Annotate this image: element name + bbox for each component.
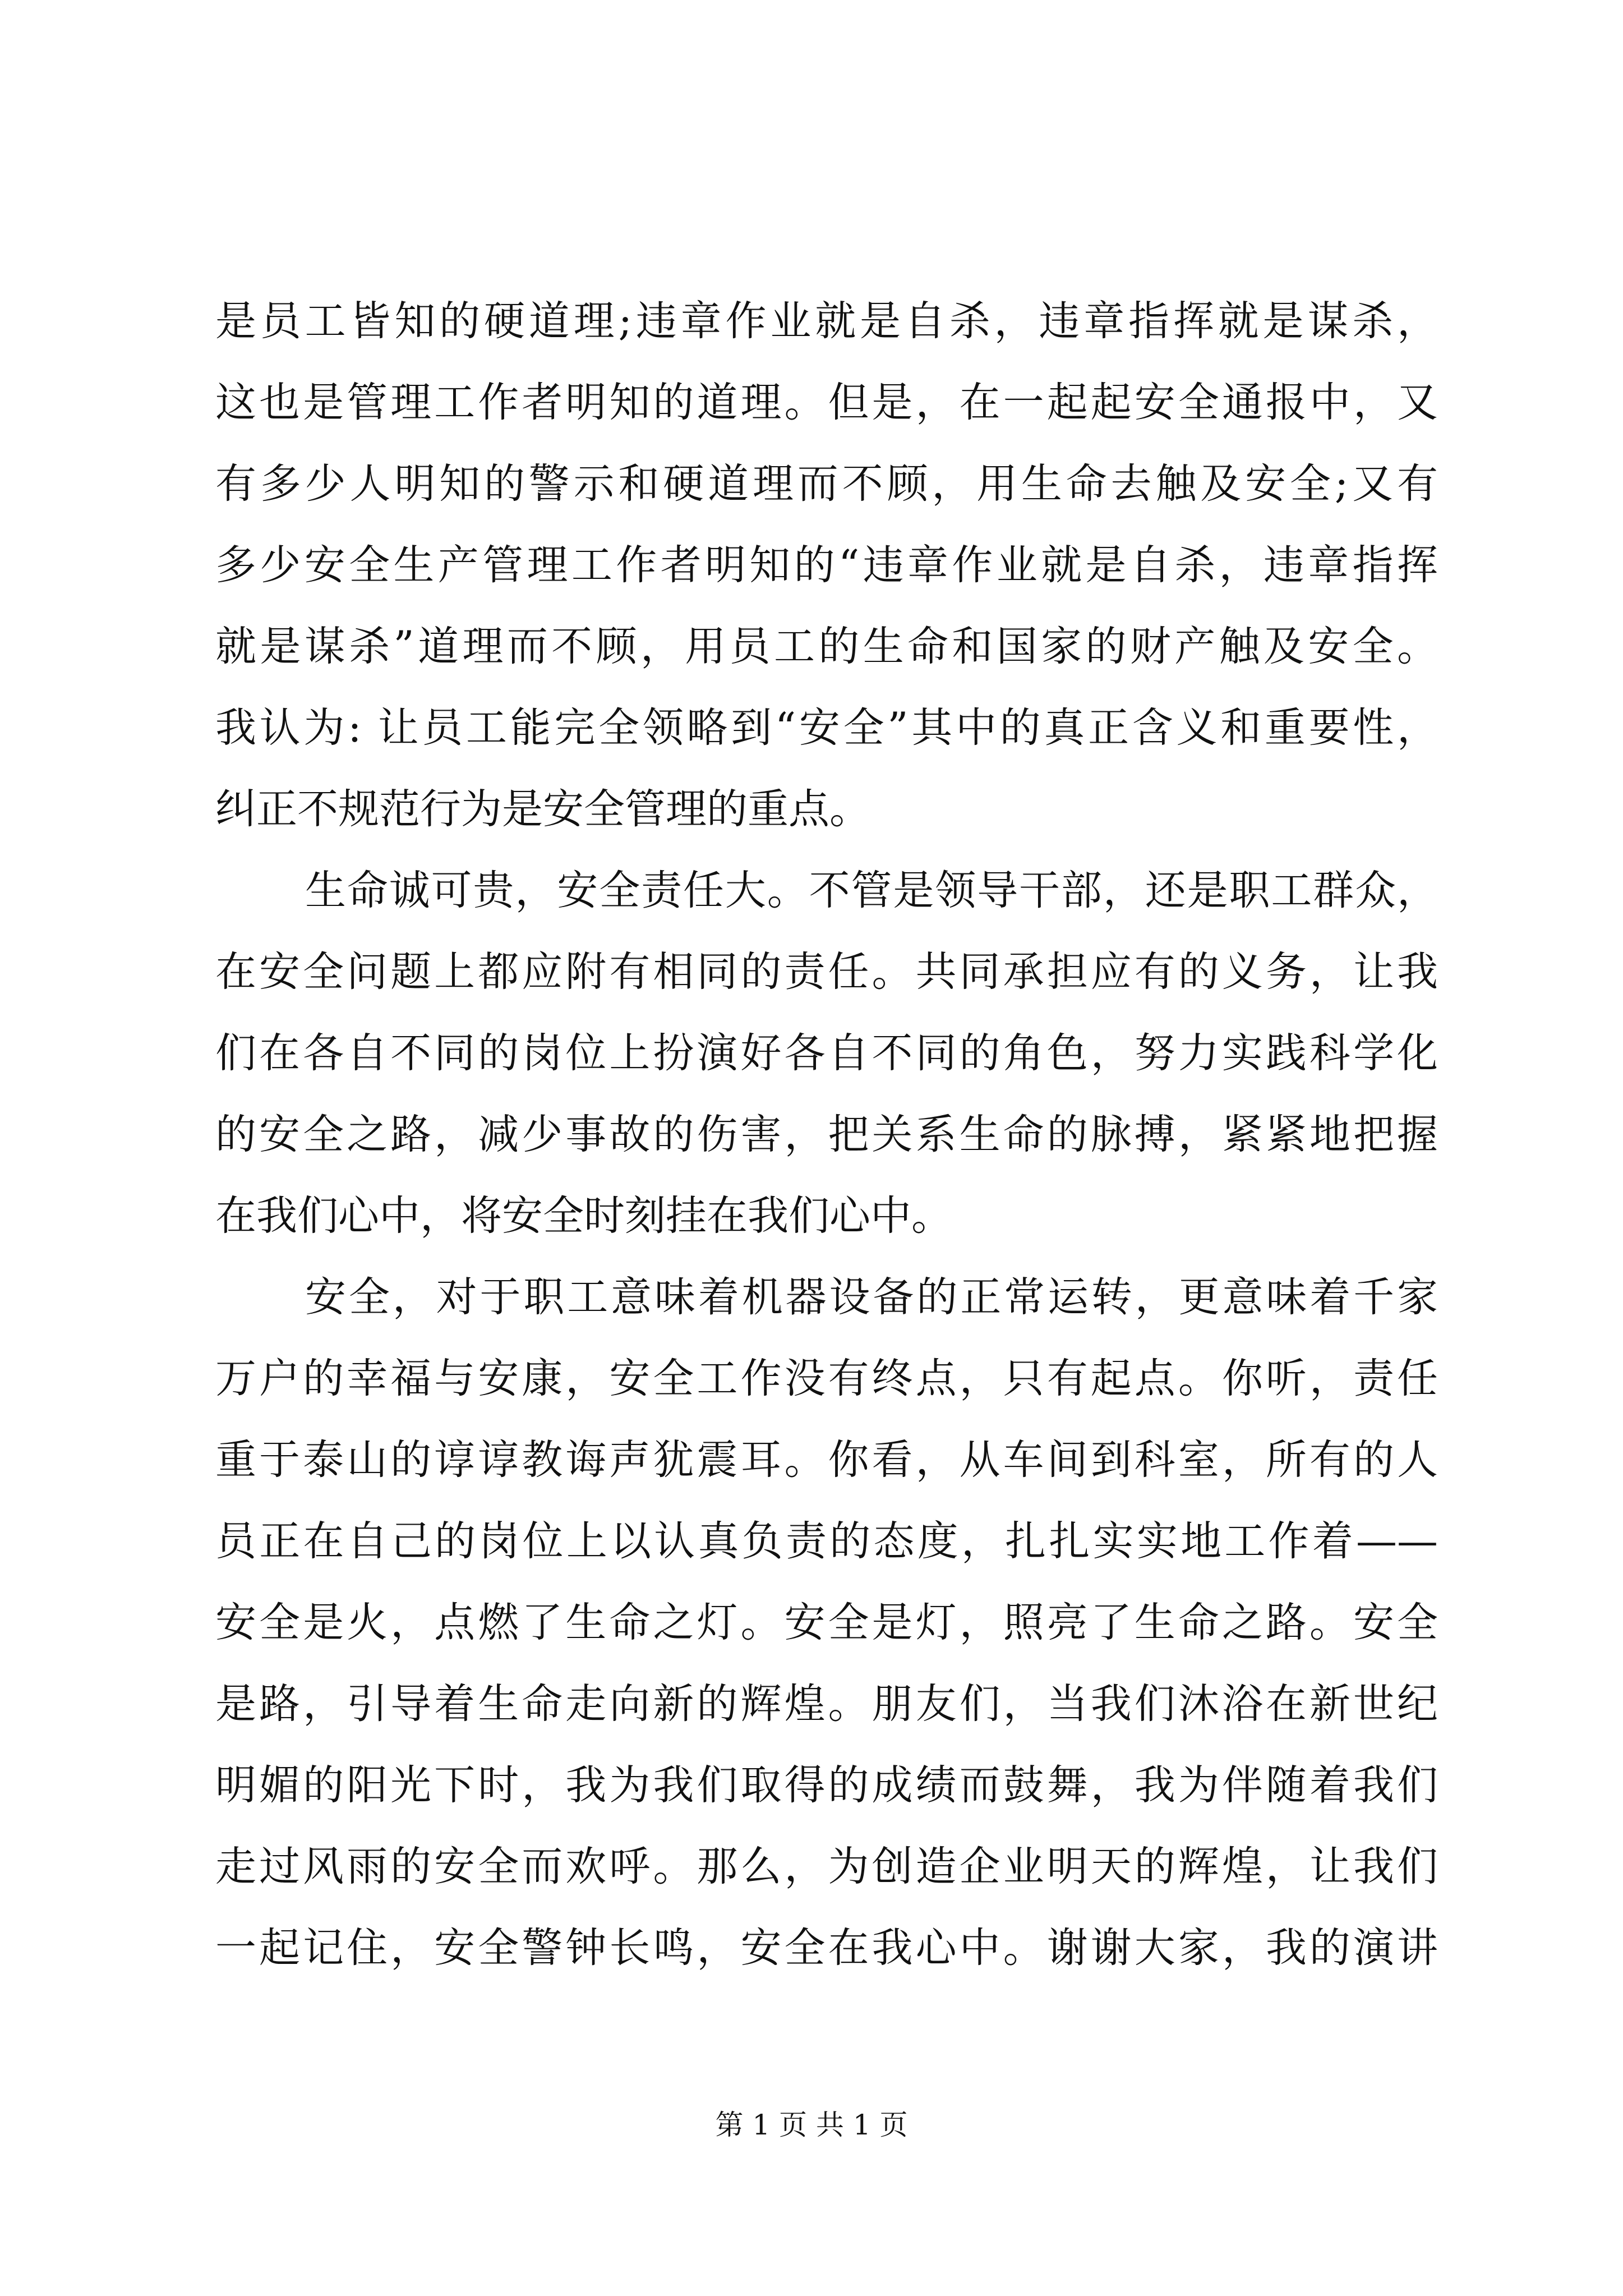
text-line: 员正在自己的岗位上以认真负责的态度，扎扎实实地工作着—— <box>215 1517 1438 1565</box>
text-line: 这也是管理工作者明知的道理。但是，在一起起安全通报中，又 <box>215 379 1438 426</box>
text-line: 万户的幸福与安康，安全工作没有终点，只有起点。你听，责任 <box>215 1355 1438 1402</box>
text-line: 重于泰山的谆谆教诲声犹震耳。你看，从车间到科室，所有的人 <box>215 1436 1438 1484</box>
text-line: 的安全之路，减少事故的伤害，把关系生命的脉搏，紧紧地把握 <box>215 1111 1438 1158</box>
text-line: 走过风雨的安全而欢呼。那么，为创造企业明天的辉煌，让我们 <box>215 1843 1438 1890</box>
text-line: 安全是火，点燃了生命之灯。安全是灯，照亮了生命之路。安全 <box>215 1599 1438 1646</box>
text-line: 有多少人明知的警示和硬道理而不顾，用生命去触及安全;又有 <box>215 460 1438 508</box>
document-body <box>215 280 1438 1989</box>
paragraph-start-line: 安全，对于职工意味着机器设备的正常运转，更意味着千家 <box>305 1273 1438 1321</box>
text-line: 们在各自不同的岗位上扮演好各自不同的角色，努力实践科学化 <box>215 1029 1438 1077</box>
text-line: 一起记住，安全警钟长鸣，安全在我心中。谢谢大家，我的演讲 <box>215 1924 1438 1972</box>
text-line: 我认为: 让员工能完全领略到“安全”其中的真正含义和重要性， <box>215 704 1438 752</box>
paragraph-start-line: 生命诚可贵，安全责任大。不管是领导干部，还是职工群众， <box>305 867 1438 914</box>
text-line: 多少安全生产管理工作者明知的“违章作业就是自杀，违章指挥 <box>215 541 1438 589</box>
text-line: 纠正不规范行为是安全管理的重点。 <box>215 785 870 833</box>
text-line: 明媚的阳光下时，我为我们取得的成绩而鼓舞，我为伴随着我们 <box>215 1761 1438 1809</box>
text-line: 就是谋杀”道理而不顾，用员工的生命和国家的财产触及安全。 <box>215 623 1438 670</box>
text-line: 在我们心中，将安全时刻挂在我们心中。 <box>215 1192 952 1240</box>
text-line: 是路，引导着生命走向新的辉煌。朋友们，当我们沐浴在新世纪 <box>215 1680 1438 1728</box>
text-line: 是员工皆知的硬道理;违章作业就是自杀，违章指挥就是谋杀， <box>215 297 1438 345</box>
page-footer: 第 1 页 共 1 页 <box>715 2109 908 2141</box>
text-line: 在安全问题上都应附有相同的责任。共同承担应有的义务，让我 <box>215 948 1438 996</box>
